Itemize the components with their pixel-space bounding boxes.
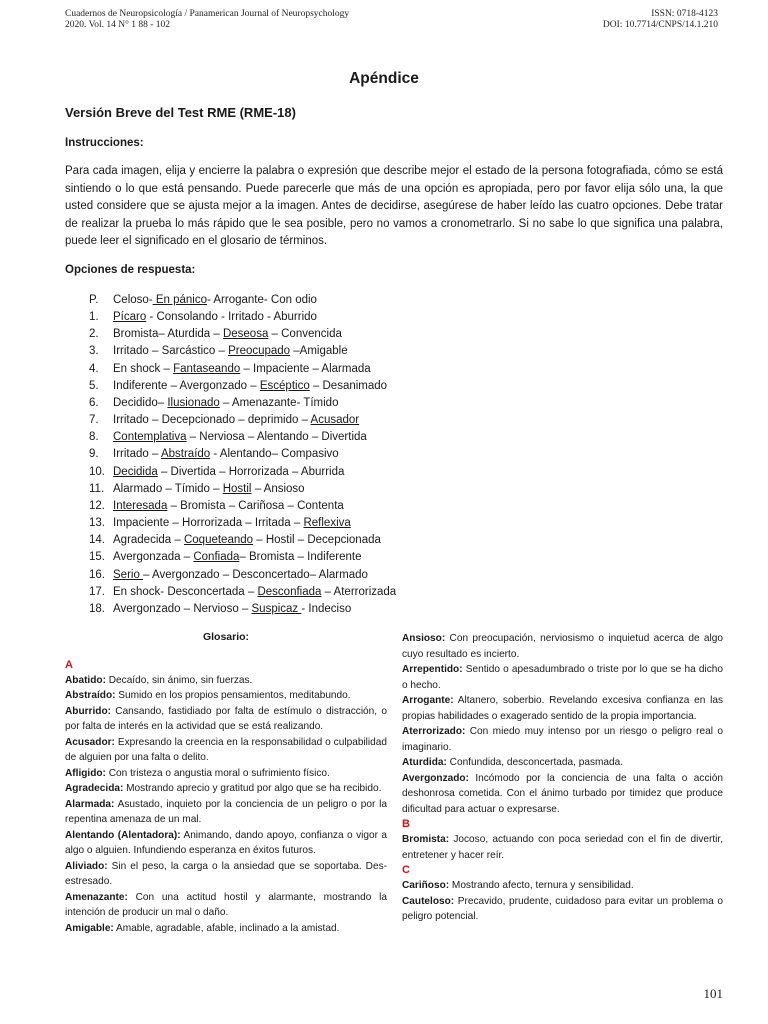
glossary-entry [402, 894, 723, 925]
option-item [89, 498, 396, 515]
glossary-definition: Amable, agradable, afable, inclinado a la amistad. [113, 922, 340, 934]
option-distractors-before: Decidido– [113, 396, 168, 409]
instructions-paragraph: Para cada imagen, elija y encierre la palabra o expresión que describe mejor el estado de la persona fotografiada, cómo se está sintiendo o lo que está pensando. Puede parecerle que más de una opción es apropiada, pero por favor elija sólo una, la que usted considere que se ajusta mejor a la imagen. Antes de decidirse, asegúrese de haber leído las cuatro opciones. Debe tratar de realizar la prueba lo más rápido que le sea posible, pero no vamos a cronometrarlo. Si no sabe lo que significa una palabra, puede leer el significado en el glosario de términos. [65, 165, 723, 247]
glossary-entry [65, 890, 387, 921]
section-subtitle: Versión Breve del Test RME (RME-18) [65, 105, 296, 120]
glossary-definition: Confundida, desconcertada, pasmada. [446, 757, 624, 768]
glossary-term: Bromista: [402, 834, 450, 845]
glossary-entry [65, 673, 387, 689]
option-correct-answer: Escéptico [259, 379, 310, 392]
option-item [89, 549, 396, 566]
glossary-entry [65, 921, 387, 937]
option-distractors-before: Alarmado – Tímido – [113, 482, 223, 495]
option-distractors-after: – Hostil – Decepcionada [253, 534, 381, 547]
option-item [89, 292, 396, 309]
glossary-right-column [402, 631, 723, 925]
glossary-definition: Incómodo por la conciencia de una falta o acción deshonrosa cometida. Con el ánimo turbado por timidez que produce dificultad para actuar o expresarse. [402, 772, 723, 815]
glossary-definition: Cansando, fastidiado por falta de estímulo o distracción, o por falta de interés en la actividad que se está realizando. [65, 705, 387, 732]
option-number: 13. [89, 517, 105, 530]
option-distractors-after: –Amigable [290, 345, 348, 358]
option-distractors-after: - Arrogante- Con odio [207, 294, 317, 306]
option-number: 18. [89, 602, 105, 615]
glossary-left-column [65, 630, 387, 936]
option-number: P. [89, 294, 99, 306]
option-item [89, 412, 396, 429]
glossary-entry [402, 878, 723, 894]
option-number: 5. [89, 379, 99, 392]
option-number: 1. [89, 311, 99, 324]
glossary-definition: Precavido, prudente, cuidadoso para evitar un problema o peligro potencial. [402, 895, 723, 922]
option-number: 9. [89, 448, 99, 461]
option-item [89, 532, 396, 549]
option-distractors-before: Irritado – Decepcionado – deprimido – [113, 414, 311, 427]
option-distractors-after: – Amenazante- Tímido [219, 396, 339, 409]
glossary-definition: Sumido en los propios pensamientos, meditabundo. [115, 690, 351, 701]
glossary-term: Abstraído: [65, 690, 116, 701]
option-distractors-before: Celoso- [113, 294, 153, 306]
option-correct-answer: Fantaseando [173, 362, 241, 375]
option-item [89, 343, 396, 360]
glossary-entry [65, 859, 387, 890]
glossary-term: Arrogante: [402, 695, 454, 706]
glossary-term: Aterrorizado: [402, 726, 466, 737]
glossary-entry [65, 704, 387, 735]
option-correct-answer: Contemplativa [113, 431, 187, 444]
option-distractors-after: – Nerviosa – Alentando – Divertida [186, 431, 367, 444]
glossary-term: Arrepentido: [402, 664, 463, 675]
glossary-title: Glosario: [202, 631, 250, 643]
glossary-entry [65, 735, 387, 766]
option-item [89, 481, 396, 498]
glossary-entry [402, 631, 723, 662]
glossary-term: Aturdida: [402, 757, 447, 768]
journal-name: Cuadernos de Neuropsicología / Panamerican Journal of Neuropsychology [65, 9, 350, 19]
option-correct-answer: Interesada [113, 499, 168, 512]
option-item [89, 446, 396, 463]
glossary-entry [402, 771, 723, 818]
glossary-term: Amenazante: [65, 891, 128, 903]
glossary-term: Cariñoso: [402, 880, 450, 891]
option-item [89, 567, 396, 584]
option-correct-answer: Desconfiada [257, 585, 322, 598]
option-distractors-before: Impaciente – Horrorizada – Irritada – [113, 517, 304, 530]
option-correct-answer: En pánico [152, 294, 207, 306]
glossary-term: Alentando (Alentadora): [65, 829, 181, 841]
option-distractors-after: – Aterrorizada [321, 585, 397, 598]
option-correct-answer: Abstraído [160, 448, 211, 461]
glossary-term: Abatido: [65, 674, 106, 686]
option-item [89, 326, 396, 343]
option-distractors-after: – Bromista – Cariñosa – Contenta [167, 499, 344, 512]
option-distractors-after: – Impaciente – Alarmada [240, 362, 371, 375]
option-correct-answer: Suspicaz [251, 602, 302, 615]
glossary-entry [402, 662, 723, 693]
glossary-entry [402, 724, 723, 755]
option-distractors-before: Irritado – [113, 448, 161, 461]
glossary-term: Acusador: [65, 736, 115, 748]
option-distractors-after: – Bromista – Indiferente [239, 551, 362, 564]
option-distractors-before: En shock- Desconcertada – [113, 585, 258, 598]
option-item [89, 464, 396, 481]
response-options-list [89, 292, 396, 618]
running-header-left [65, 9, 349, 31]
glossary-term: Avergonzado: [402, 772, 469, 784]
glossary-definition: Con miedo muy intenso por un riesgo o peligro real o imaginario. [402, 726, 723, 753]
glossary-term: Alarmada: [65, 798, 115, 810]
option-distractors-after: - Indeciso [301, 602, 352, 615]
glossary-entry [65, 797, 387, 828]
option-number: 15. [89, 551, 105, 564]
option-item [89, 584, 396, 601]
option-distractors-after: – Ansioso [251, 482, 305, 495]
glossary-term: Cauteloso: [402, 895, 455, 907]
option-number: 10. [89, 465, 105, 478]
option-distractors-after: - Alentando– Compasivo [210, 448, 339, 461]
option-distractors-after: – Desanimado [309, 379, 388, 392]
page-title: Apéndice [349, 70, 419, 87]
glossary-term: Amigable: [65, 922, 114, 934]
glossary-definition: Animando, dando apoyo, confianza o vigor a algo o alguien. Infundiendo esperanza en éxitos futuros. [65, 829, 387, 856]
option-correct-answer: Deseosa [222, 328, 269, 341]
option-number: 11. [89, 482, 105, 495]
glossary-definition: Con tristeza o angustia moral o sufrimiento físico. [105, 767, 330, 779]
glossary-entry [402, 832, 723, 863]
page-number: 101 [703, 986, 723, 1001]
issn: ISSN: 0718-4123 [651, 9, 718, 19]
option-correct-answer: Acusador [310, 414, 360, 427]
option-distractors-after: – Divertida – Horrorizada – Aburrida [157, 465, 345, 478]
instructions-heading: Instrucciones: [65, 137, 144, 149]
glossary-letter: C [402, 864, 410, 876]
glossary-term: Aburrido: [65, 705, 111, 717]
option-distractors-before: En shock – [113, 362, 174, 375]
option-correct-answer: Decidida [113, 465, 158, 478]
glossary-definition: Sentido o apesadumbrado o triste por lo que se ha dicho o hecho. [402, 664, 723, 691]
option-number: 7. [89, 414, 99, 427]
option-number: 12. [89, 499, 105, 512]
option-item [89, 429, 396, 446]
glossary-letter: A [65, 658, 73, 671]
option-item [89, 515, 396, 532]
glossary-entry [65, 828, 387, 859]
option-correct-answer: Serio [113, 568, 144, 581]
option-correct-answer: Reflexiva [303, 517, 351, 530]
option-distractors-before: Agradecida – [113, 534, 184, 547]
option-distractors-before: Avergonzado – Nervioso – [113, 602, 252, 615]
glossary-definition: Mostrando aprecio y gratitud por algo que se ha recibido. [123, 783, 382, 794]
glossary-definition: Altanero, soberbio. Revelando excesiva confianza en las propias habilidades o exagerado sentido de la propia importancia. [402, 695, 723, 722]
glossary-letter: B [402, 818, 410, 830]
glossary-term: Agradecida: [65, 783, 124, 794]
glossary-definition: Con una actitud hostil y alarmante, mostrando la intención de producir un mal o daño. [65, 891, 387, 918]
option-distractors-before: Irritado – Sarcástico – [113, 345, 229, 358]
option-correct-answer: Ilusionado [167, 396, 220, 409]
options-heading: Opciones de respuesta: [65, 264, 196, 276]
glossary-entry [65, 688, 387, 704]
option-distractors-before: Bromista– Aturdida – [113, 328, 223, 341]
option-item [89, 309, 396, 326]
option-item [89, 378, 396, 395]
option-correct-answer: Confiada [193, 551, 240, 564]
running-header-right [603, 9, 718, 31]
option-number: 14. [89, 534, 105, 547]
option-item [89, 601, 396, 618]
option-correct-answer: Hostil [222, 482, 252, 495]
glossary-term: Afligido: [65, 767, 106, 779]
glossary-term: Ansioso: [402, 633, 446, 644]
option-item [89, 395, 396, 412]
glossary-entry [65, 766, 387, 782]
option-number: 8. [89, 431, 99, 444]
glossary-term: Aliviado: [65, 860, 108, 872]
option-number: 3. [89, 345, 99, 358]
glossary-definition: Sin el peso, la carga o la ansiedad que se soportaba. Des-estresado. [65, 860, 387, 887]
option-number: 4. [89, 362, 99, 375]
option-correct-answer: Preocupado [228, 345, 291, 358]
glossary-definition: Jocoso, actuando con poca seriedad con el fin de divertir, entretener y hacer reír. [402, 834, 723, 861]
glossary-definition: Mostrando afecto, ternura y sensibilidad. [449, 880, 634, 891]
option-number: 17. [89, 585, 105, 598]
option-number: 16. [89, 568, 105, 581]
glossary-definition: Asustado, inquieto por la conciencia de un peligro o por la repentina amenaza de un mal. [65, 798, 387, 825]
option-number: 2. [89, 328, 99, 341]
option-distractors-after: - Consolando - Irritado - Aburrido [146, 311, 317, 324]
glossary-definition: Expresando la creencia en la responsabilidad o culpabilidad de alguien por una falta o delito. [65, 736, 387, 763]
option-distractors-after: – Convencida [268, 328, 342, 341]
doi: DOI: 10.7714/CNPS/14.1.210 [602, 20, 718, 30]
option-number: 6. [89, 396, 99, 409]
glossary-entry [402, 693, 723, 724]
glossary-definition: Con preocupación, nerviosismo o inquietud acerca de algo cuyo resultado es incierto. [402, 633, 723, 660]
glossary-definition: Decaído, sin ánimo, sin fuerzas. [105, 674, 253, 686]
glossary-entry [65, 781, 387, 797]
option-correct-answer: Pícaro [113, 311, 147, 324]
glossary-entry [402, 755, 723, 771]
journal-volume: 2020. Vol. 14 N° 1 88 - 102 [65, 20, 171, 30]
option-item [89, 361, 396, 378]
option-distractors-before: Indiferente – Avergonzado – [113, 379, 260, 392]
option-correct-answer: Coqueteando [183, 534, 254, 547]
option-distractors-after: – Avergonzado – Desconcertado– Alarmado [143, 568, 368, 581]
option-distractors-before: Avergonzada – [113, 551, 194, 564]
